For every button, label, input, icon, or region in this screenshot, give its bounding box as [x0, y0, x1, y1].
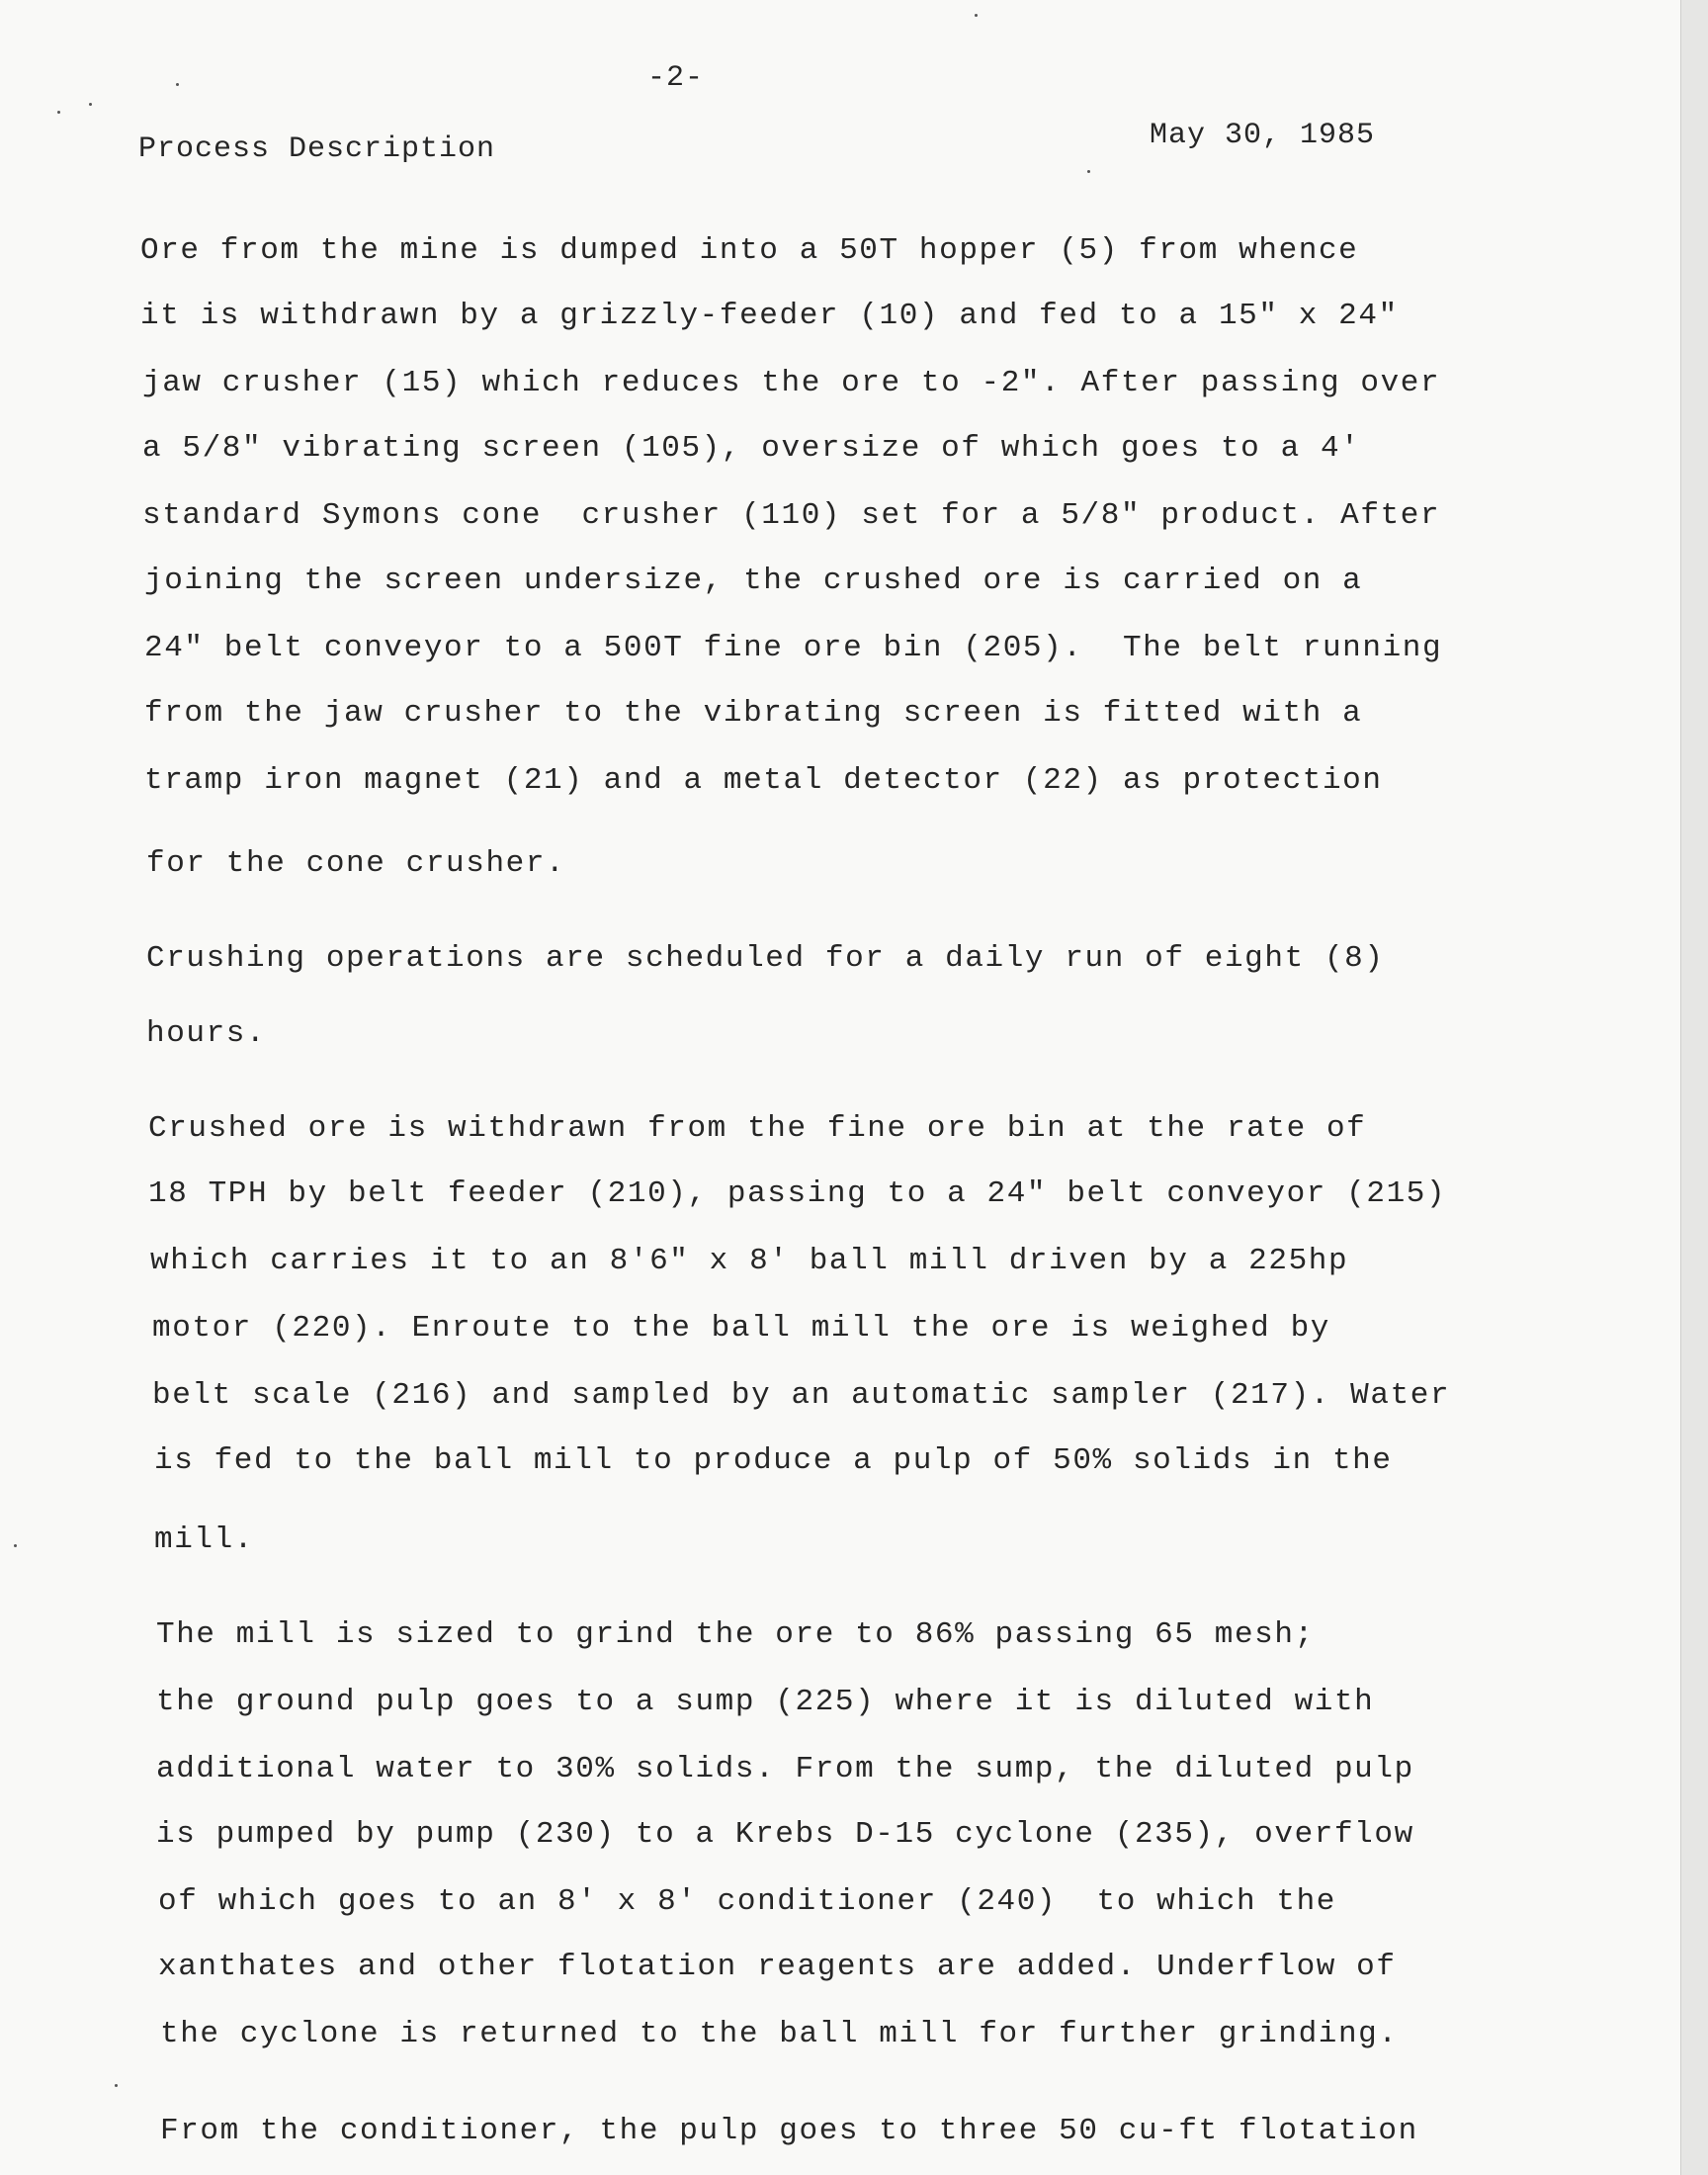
scan-speck	[89, 103, 92, 106]
paragraph-1-line-6: joining the screen undersize, the crushed ore is carried on a	[144, 564, 1363, 598]
paragraph-1-line-7: 24" belt conveyor to a 500T fine ore bin (205). The belt running	[144, 631, 1443, 665]
paragraph-1-line-3: jaw crusher (15) which reduces the ore to -2". After passing over	[142, 366, 1441, 400]
paragraph-2-line-1: Crushing operations are scheduled for a daily run of eight (8)	[146, 941, 1385, 976]
paragraph-1-line-8: from the jaw crusher to the vibrating screen is fitted with a	[144, 696, 1363, 731]
paragraph-4-line-5: of which goes to an 8' x 8' conditioner (240) to which the	[158, 1884, 1336, 1919]
scan-speck	[975, 14, 978, 17]
paragraph-4-line-2: the ground pulp goes to a sump (225) where it is diluted with	[156, 1685, 1375, 1719]
paragraph-1-line-5: standard Symons cone crusher (110) set for a 5/8" product. After	[142, 498, 1441, 533]
scan-speck	[115, 2084, 118, 2087]
paragraph-4-line-1: The mill is sized to grind the ore to 86% passing 65 mesh;	[156, 1617, 1315, 1652]
paragraph-5-line-1: From the conditioner, the pulp goes to three 50 cu-ft flotation	[160, 2114, 1418, 2148]
paragraph-3-line-3: which carries it to an 8'6" x 8' ball mill driven by a 225hp	[150, 1244, 1349, 1278]
paragraph-4-line-7: the cyclone is returned to the ball mill for further grinding.	[160, 2017, 1399, 2051]
paragraph-4-line-6: xanthates and other flotation reagents are added. Underflow of	[158, 1950, 1397, 1984]
paragraph-3-line-2: 18 TPH by belt feeder (210), passing to a 24" belt conveyor (215)	[148, 1176, 1447, 1211]
section-heading: Process Description	[138, 132, 496, 166]
paragraph-1-line-2: it is withdrawn by a grizzly-feeder (10) and fed to a 15" x 24"	[140, 299, 1399, 333]
paragraph-4-line-3: additional water to 30% solids. From the sump, the diluted pulp	[156, 1752, 1414, 1786]
paragraph-3-line-7: mill.	[154, 1522, 255, 1557]
paragraph-4-line-4: is pumped by pump (230) to a Krebs D-15 cyclone (235), overflow	[156, 1817, 1414, 1852]
document-date: May 30, 1985	[1150, 119, 1376, 152]
paragraph-1-line-10: for the cone crusher.	[146, 846, 566, 881]
page-edge	[1680, 0, 1708, 2175]
paragraph-2-line-2: hours.	[146, 1016, 267, 1051]
scan-speck	[57, 111, 60, 114]
scan-speck	[176, 83, 179, 86]
page-number: -2-	[647, 61, 705, 95]
paragraph-3-line-4: motor (220). Enroute to the ball mill the ore is weighed by	[152, 1311, 1330, 1346]
paragraph-3-line-1: Crushed ore is withdrawn from the fine ore bin at the rate of	[148, 1111, 1367, 1146]
paragraph-1-line-4: a 5/8" vibrating screen (105), oversize of which goes to a 4'	[142, 431, 1361, 466]
paragraph-3-line-5: belt scale (216) and sampled by an automatic sampler (217). Water	[152, 1378, 1451, 1413]
scan-speck	[1087, 170, 1090, 173]
paragraph-3-line-6: is fed to the ball mill to produce a pulp of 50% solids in the	[154, 1443, 1393, 1478]
scan-speck	[14, 1544, 17, 1547]
paragraph-1-line-1: Ore from the mine is dumped into a 50T hopper (5) from whence	[140, 233, 1359, 268]
paragraph-1-line-9: tramp iron magnet (21) and a metal detector (22) as protection	[144, 763, 1383, 798]
